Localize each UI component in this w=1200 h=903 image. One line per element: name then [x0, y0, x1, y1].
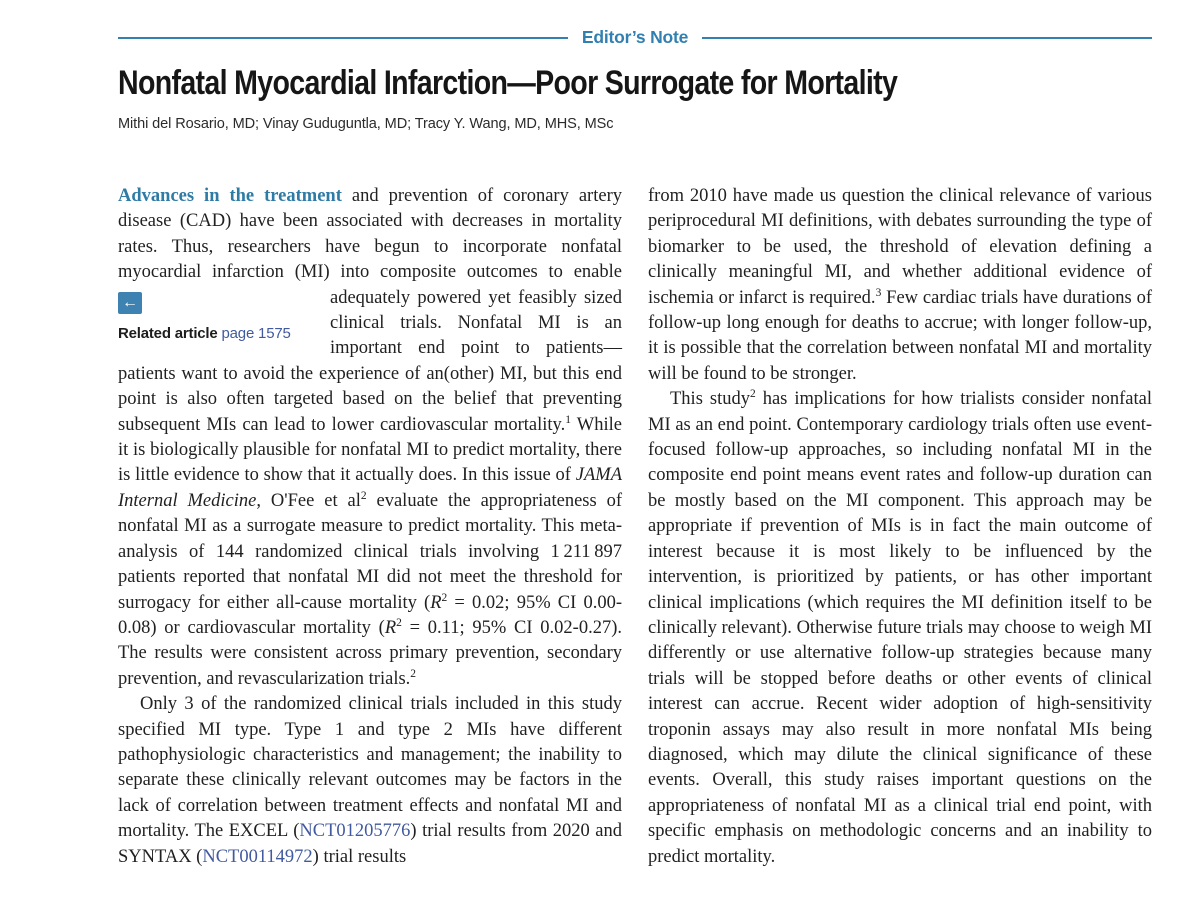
paragraph-text [118, 186, 622, 282]
text-segment: Advances in the treatment [118, 186, 342, 206]
left-paragraph-2 [118, 692, 622, 870]
text-segment: Few cardiac trials have durations of follow-up long enough for deaths to accrue; with longer follow-up, it is possible that the correlation between nonfatal MI and mortality will be found to be stronger. [648, 287, 1152, 384]
text-segment: 2 [396, 616, 402, 629]
text-segment: While it is biologically plausible for nonfatal MI to predict mortality, there is little evidence to show that it actually does. In this issue of [118, 414, 622, 486]
left-column [118, 184, 622, 870]
text-segment: = 0.02; 95% CI 0.00-0.08) or cardiovascular mortality ( [118, 592, 622, 638]
right-paragraph-2 [648, 387, 1152, 870]
text-segment: , O'Fee et al [256, 490, 361, 511]
text-segment: R [430, 592, 442, 613]
paragraph-text [648, 389, 1152, 866]
related-article-line [118, 321, 308, 346]
text-segment: R [384, 617, 397, 638]
paragraph-text [118, 694, 622, 866]
text-segment: evaluate the appropriateness of nonfatal MI as a surrogate measure to predict mortality. This meta-analysis of 144 randomized clinical trials involving 1 211 897 patients reported that nonfatal MI did not meet the threshold for surrogacy for either all-cause mortality ( [118, 490, 623, 613]
text-segment: and prevention of coronary artery disease (CAD) have been associated with decreases in mortality rates. Thus, researchers have begun to incorporate nonfatal myocardial infarction (MI) into composite outcomes to [118, 186, 622, 283]
inline-trial-link[interactable]: NCT01205776 [299, 821, 411, 842]
right-column [648, 184, 1152, 870]
kicker-header [118, 27, 1152, 48]
text-segment: ) trial results [312, 846, 407, 867]
kicker-label: Editor’s Note [581, 27, 689, 47]
text-segment: ) trial results from 2020 and SYNTAX ( [118, 821, 622, 867]
text-segment: enable adequately powered yet feasibly sized clinical trials. Nonfatal MI is an important end point to patients—patients want to avoid the experience of an(other) MI, but this end point is also often targeted based on the belief that preventing subsequent MIs can lead to lower cardiovascular mortality. [118, 262, 622, 435]
related-article-arrow-icon[interactable]: ← [118, 292, 142, 314]
text-segment: from 2010 have made us question the clinical relevance of various periprocedural MI definitions, with debates surrounding the type of biomarker to be used, the threshold of elevation defining a clinically meaningful MI, and whether additional evidence of ischemia or infarct is required. [648, 186, 1152, 308]
related-article-label: Related article [118, 324, 218, 342]
text-segment: 3 [875, 286, 882, 299]
text-segment: 2 [410, 667, 417, 680]
text-segment: 1 [565, 413, 571, 426]
kicker-rule-right [702, 37, 1152, 39]
text-segment: = 0.11; 95% CI 0.02-0.27). The results were consistent across primary prevention, secondary prevention, and revascularization trials. [118, 617, 622, 689]
text-segment: has implications for how trialists consider nonfatal MI as an end point. Contemporary cardiology trials often use event-focused follow-up approaches, so including nonfatal MI in the composite end point means event rates and follow-up duration can be mostly based on the MI component. This approach may be appropriate if prevention of MIs is in fact the main outcome of interest because it is most likely to be influenced by the intervention, is prioritized by patients, or has other important clinical implications (which requires the MI definition itself to be clinically relevant). Otherwise future trials may choose to weigh MI differently or use alternative follow-up strategies because many trials will be stopped before deaths or other events of clinical interest can accrue. Recent wider adoption of high-sensitivity troponin assays may also result in more nonfatal MIs being diagnosed, which may dilute the clinical significance of these events. Overall, this study raises important questions on the appropriateness of nonfatal MI as a clinical trial end point, with specific emphasis on methodologic concerns and an inability to predict mortality. [648, 389, 1152, 867]
right-paragraph-1 [648, 184, 1152, 387]
related-article-note [118, 292, 308, 346]
authors-byline: Mithi del Rosario, MD; Vinay Guduguntla, MD; Tracy Y. Wang, MD, MHS, MSc [118, 115, 614, 132]
text-segment: 2 [360, 489, 367, 502]
left-paragraph-1 [118, 184, 622, 692]
text-segment: This study [670, 389, 750, 410]
text-segment: 2 [441, 591, 448, 604]
text-segment: 2 [749, 388, 756, 401]
paragraph-text [648, 186, 1152, 384]
related-article-page-link[interactable]: page 1575 [221, 324, 291, 342]
kicker-rule-left [118, 37, 568, 39]
inline-trial-link[interactable]: NCT00114972 [202, 846, 313, 867]
text-segment: JAMA Internal Medicine [118, 465, 622, 511]
article-title: Nonfatal Myocardial Infarction—Poor Surrogate for Mortality [118, 64, 898, 102]
text-segment: Only 3 of the randomized clinical trials included in this study specified MI type. Type 1 and type 2 MIs have different pathophysiologic characteristics and management; the inability to separate these clinically relevant outcomes may be factors in the lack of correlation between treatment effects and nonfatal MI and mortality. The EXCEL ( [118, 694, 622, 842]
article-body [118, 184, 1152, 870]
